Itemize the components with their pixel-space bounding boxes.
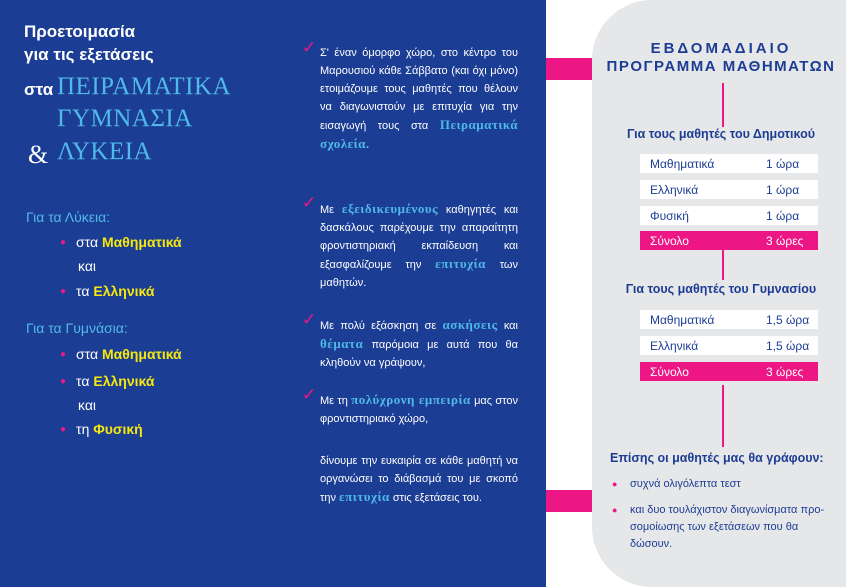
bullet-icon: ● bbox=[60, 286, 67, 297]
list-item: ● τη Φυσική bbox=[60, 421, 143, 437]
primary-title: Για τους μαθητές του Δημοτικού bbox=[627, 127, 815, 141]
checkmark-icon: ✓ bbox=[302, 193, 317, 212]
table-row-total: Σύνολο 3 ώρες bbox=[640, 362, 818, 381]
bullet-icon: ● bbox=[612, 505, 618, 515]
schedule-title-line2: ΠΡΟΓΡΑΜΜΑ ΜΑΘΗΜΑΤΩΝ bbox=[606, 58, 836, 75]
list-item: ● τα Ελληνικά bbox=[60, 373, 155, 389]
connector-line-3 bbox=[722, 385, 724, 447]
gymnasium-title: Για τους μαθητές του Γυμνασίου bbox=[625, 282, 817, 296]
bullet-icon: ● bbox=[60, 349, 67, 360]
list-item: ● στα Μαθηματικά bbox=[60, 346, 182, 362]
heading-sta: στα bbox=[24, 80, 54, 99]
list-item: ● συχνά ολιγόλεπτα τεστ bbox=[612, 476, 832, 493]
checkmark-icon: ✓ bbox=[302, 310, 317, 329]
list-item: ● και δυο τουλάχιστον διαγωνίσματα προ- σομοίωσης των εξετάσεων που θα δώσουν. bbox=[612, 504, 825, 550]
table-row: Μαθηματικά 1 ώρα bbox=[640, 154, 818, 173]
bullet-icon: ● bbox=[60, 424, 67, 435]
connector-line-2 bbox=[722, 250, 724, 280]
connector-line-1 bbox=[722, 83, 724, 127]
table-row: Ελληνικά 1,5 ώρα bbox=[640, 336, 818, 355]
title-gymnasia: ΓΥΜΝΑΣΙΑ bbox=[57, 105, 193, 132]
checkmark-icon: ✓ bbox=[302, 385, 317, 404]
bullet-icon: ● bbox=[612, 479, 618, 489]
checkmark-icon: ✓ bbox=[302, 38, 317, 57]
bullet-icon: ● bbox=[60, 237, 67, 248]
paragraph-experience: Με τη πολύχρονη εμπειρία μας στον φροντιστηριακό χώρο, bbox=[320, 392, 518, 425]
title-peiramatika: ΠΕΙΡΑΜΑΤΙΚΑ bbox=[57, 73, 232, 100]
bullet-icon: ● bbox=[60, 376, 67, 387]
heading bbox=[24, 20, 154, 66]
heading-line1: Προετοιμασία bbox=[24, 22, 136, 41]
paragraph-practice: Με πολύ εξάσκηση σε ασκήσεις και θέματα παρόμοια με αυτά που θα κληθούν να γράψουν, bbox=[320, 317, 518, 369]
table-row: Φυσική 1 ώρα bbox=[640, 206, 818, 225]
paragraph-location: Σ' έναν όμορφο χώρο, στο κέντρο του Μαρουσιού κάθε Σάββατο (και όχι μόνο) ετοιμάζουμε τους μαθητές που θέλουν να διαγωνιστούν με επιτυχία για την εισαγωγή τους στα Πειραματικά σχολεία. bbox=[320, 47, 518, 151]
table-row-total: Σύνολο 3 ώρες bbox=[640, 231, 818, 250]
list-item: ● στα Μαθηματικά bbox=[60, 234, 182, 250]
section-gymnasia-title: Για τα Γυμνάσια: bbox=[26, 320, 128, 336]
schedule-title bbox=[604, 40, 838, 76]
connector-bar-top bbox=[546, 58, 592, 80]
table-row: Μαθηματικά 1,5 ώρα bbox=[640, 310, 818, 329]
connector-bar-bottom bbox=[546, 490, 592, 512]
paragraph-opportunity: δίνουμε την ευκαιρία σε κάθε μαθητή να οργανώσει το διάβασμά του με σκοπό την επιτυχία στις εξετάσεις του. bbox=[320, 455, 518, 504]
schedule-title-line1: ΕΒΔΟΜΑΔΙΑΙΟ bbox=[650, 40, 792, 57]
ampersand: & bbox=[28, 140, 49, 169]
and-text: και bbox=[78, 258, 97, 274]
list-item: ● τα Ελληνικά bbox=[60, 283, 155, 299]
section-lykeia-title: Για τα Λύκεια: bbox=[26, 209, 111, 225]
heading-line2: για τις εξετάσεις bbox=[24, 45, 154, 64]
extra-title: Επίσης οι μαθητές μας θα γράφουν: bbox=[610, 451, 824, 465]
title-lykeia: ΛΥΚΕΙΑ bbox=[57, 138, 153, 165]
and-text: και bbox=[78, 397, 97, 413]
table-row: Ελληνικά 1 ώρα bbox=[640, 180, 818, 199]
paragraph-teachers: Με εξειδικευμένους καθηγητές και δασκάλους παρέχουμε την απαραίτητη φροντιστηριακή εκπαίδευση και εξασφαλίζουμε την επιτυχία των μαθητών. bbox=[320, 201, 519, 289]
